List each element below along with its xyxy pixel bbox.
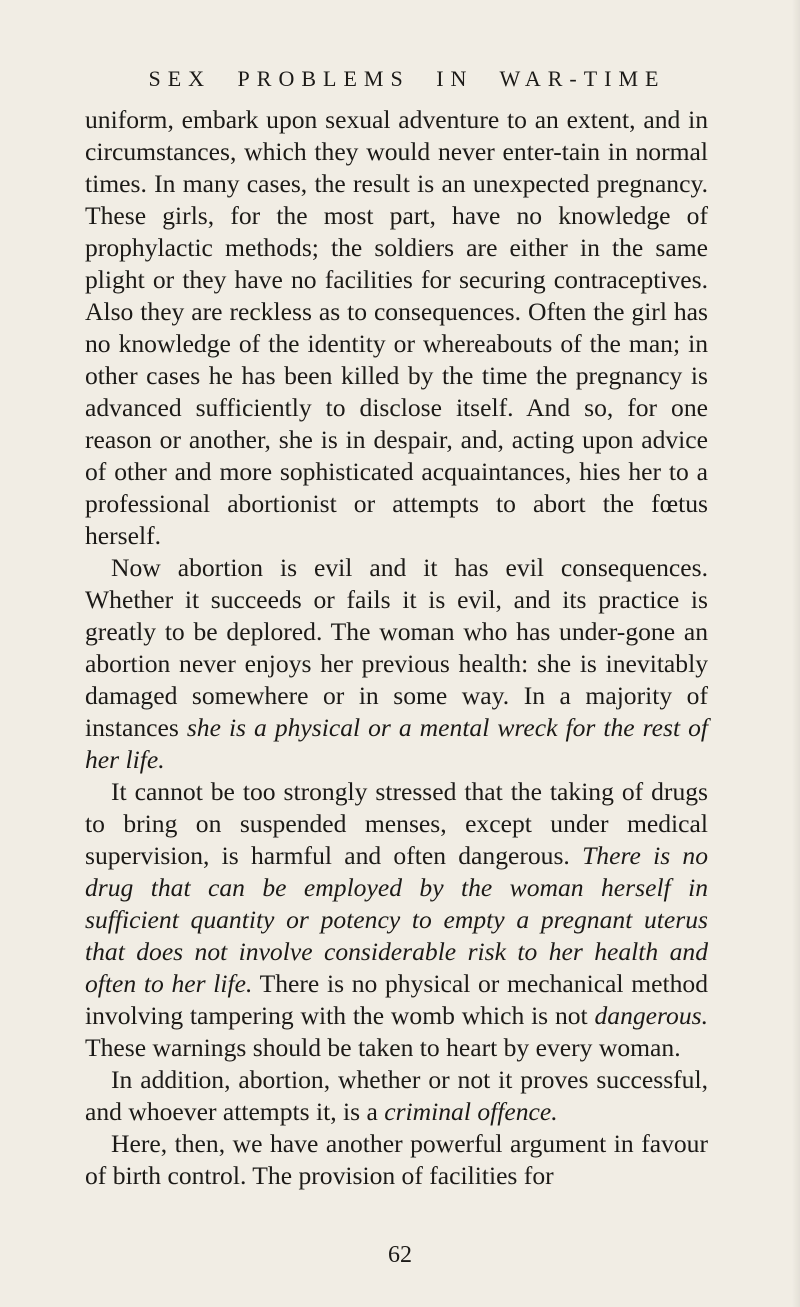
page-edge-shadow — [792, 0, 800, 1307]
paragraph-1 — [85, 104, 708, 552]
paragraph-4 — [85, 1064, 708, 1128]
paragraph-3-emphasis-a: There is no drug that can be employed by the woman herself in sufficient quantity or potency to empty a pregnant uterus that does not involve considerable risk to her health and often to her life. — [85, 841, 708, 998]
paragraph-3-text-c: These warnings should be taken to heart by every woman. — [85, 1033, 681, 1062]
paragraph-2-emphasis: she is a physical or a mental wreck for the rest of her life. — [85, 713, 709, 774]
body-text — [85, 104, 708, 1192]
paragraph-5-text: Here, then, we have another powerful argument in favour of birth control. The provision of facilities for — [85, 1129, 708, 1190]
paragraph-3-emphasis-b: dangerous. — [594, 1001, 708, 1030]
paragraph-3-text-b: There is no physical or mechanical method involving tampering with the womb which is not — [85, 969, 708, 1030]
paragraph-2 — [85, 552, 708, 776]
paragraph-3 — [85, 776, 708, 1064]
paragraph-2-text: Now abortion is evil and it has evil consequences. Whether it succeeds or fails it is evil, and its practice is greatly to be deplored. The woman who has under-gone an abortion never enjoys her previous health: she is inevitably damaged somewhere or in some way. In a majority of instances — [85, 553, 708, 742]
paragraph-4-text: In addition, abortion, whether or not it proves successful, and whoever attempts it, is a — [85, 1065, 708, 1126]
page-number: 62 — [388, 1242, 412, 1268]
paragraph-5 — [85, 1128, 708, 1192]
running-head: SEX PROBLEMS IN WAR-TIME — [148, 66, 666, 91]
paragraph-4-emphasis: criminal offence. — [384, 1097, 558, 1126]
paragraph-3-text-a: It cannot be too strongly stressed that the taking of drugs to bring on suspended menses, except under medical supervision, is harmful and often dangerous. — [85, 777, 708, 870]
paragraph-1-text: uniform, embark upon sexual adventure to an extent, and in circumstances, which they would never enter-tain in normal times. In many cases, the result is an unexpected pregnancy. These girls, for the most part, have no knowledge of prophylactic methods; the soldiers are either in the same plight or they have no facilities for securing contraceptives. Also they are reckless as to consequences. Often the girl has no knowledge of the identity or whereabouts of the man; in other cases he has been killed by the time the pregnancy is advanced sufficiently to disclose itself. And so, for one reason or another, she is in despair, and, acting upon advice of other and more sophisticated acquaintances, hies her to a professional abortionist or attempts to abort the fœtus herself. — [85, 105, 708, 550]
